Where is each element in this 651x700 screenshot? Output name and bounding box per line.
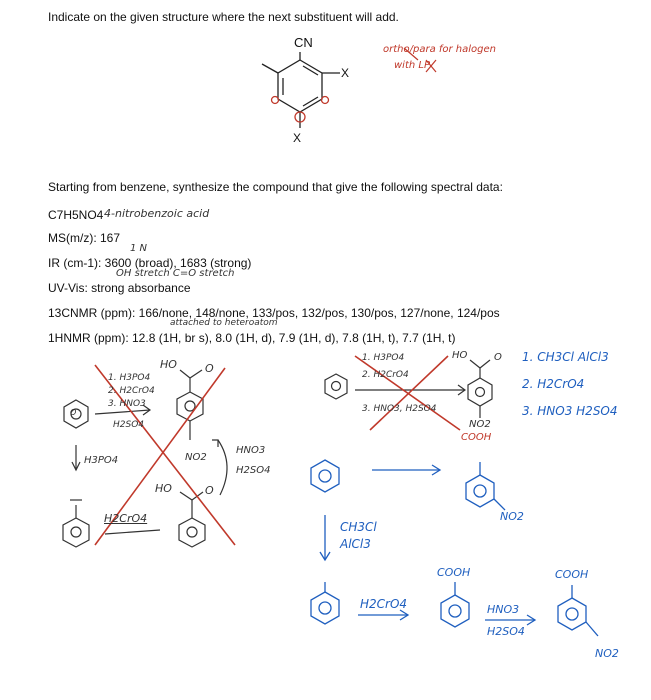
right-o: O [494,352,502,363]
left-step2: 2. H2CrO4 [108,386,155,396]
blue-no2-right: NO2 [500,510,524,523]
blue-cooh-2: COOH [555,568,589,581]
left-no2: NO2 [185,452,207,463]
left-h2cro4: H2CrO4 [104,512,148,525]
ortho-para-note: ortho/para for halogen [383,44,496,55]
ms-data: MS(m/z): 167 [48,231,121,245]
hnmr-data: 1HNMR (ppm): 12.8 (1H, br s), 8.0 (1H, d), 7.9 (1H, d), 7.8 (1H, t), 7.7 (1H, t) [48,331,456,345]
left-step1: 1. H3PO4 [108,373,151,383]
cnmr-note: attached to heteroatom [170,318,278,328]
right-step1: 1. H3PO4 [362,353,405,363]
left-ho-mid: HO [155,482,172,495]
ir-data: IR (cm-1): 3600 (broad), 1683 (strong) [48,256,252,270]
left-h2so4: H2SO4 [236,465,271,476]
right-step3: 3. HNO3, H2SO4 [362,404,437,414]
question-1-text: Indicate on the given structure where the next substituent will add. [48,10,399,24]
blue-ch3cl: CH3Cl [340,520,377,534]
left-ho-top: HO [160,358,177,371]
right-cooh: COOH [461,432,492,443]
left-ring-o: O [70,408,77,417]
final-step-3: 3. HNO3 H2SO4 [522,404,618,418]
uv-vis-data: UV-Vis: strong absorbance [48,281,191,295]
blue-h2cro4: H2CrO4 [360,597,408,611]
formula-handwritten-note: 4-nitrobenzoic acid [104,207,210,220]
molecular-formula: C7H5NO4 [48,208,104,222]
x-right-label: X [341,66,350,80]
blue-cooh-1: COOH [437,566,471,579]
blue-no2-final: NO2 [595,647,619,660]
blue-h2so4: H2SO4 [487,625,525,638]
question-benzene-structure [262,52,340,128]
left-step3: 3. HNO3 [108,399,146,409]
final-step-2: 2. H2CrO4 [522,377,585,391]
left-hno3: HNO3 [236,445,266,456]
left-o-mid: O [205,484,214,497]
question-2-text: Starting from benzene, synthesize the compound that give the following spectral data: [48,180,503,194]
right-no2: NO2 [469,419,491,430]
blue-alcl3: AlCl3 [340,537,371,551]
ir-note: OH stretch C=O stretch [116,268,235,279]
final-step-1: 1. CH3Cl AlCl3 [522,350,609,364]
blue-hno3: HNO3 [487,603,520,616]
ms-note: 1 N [130,243,148,254]
left-step3b: H2SO4 [113,420,145,430]
lone-pair-note: with LP [394,60,430,71]
cn-label: CN [294,35,313,50]
x-bottom-label: X [293,131,302,145]
right-ho: HO [452,350,468,361]
left-h3po4: H3PO4 [84,455,119,466]
left-o-top: O [205,362,214,375]
right-step2: 2. H2CrO4 [362,370,409,380]
cnmr-data: 13CNMR (ppm): 166/none, 148/none, 133/pos, 132/pos, 130/pos, 127/none, 124/pos [48,306,500,320]
